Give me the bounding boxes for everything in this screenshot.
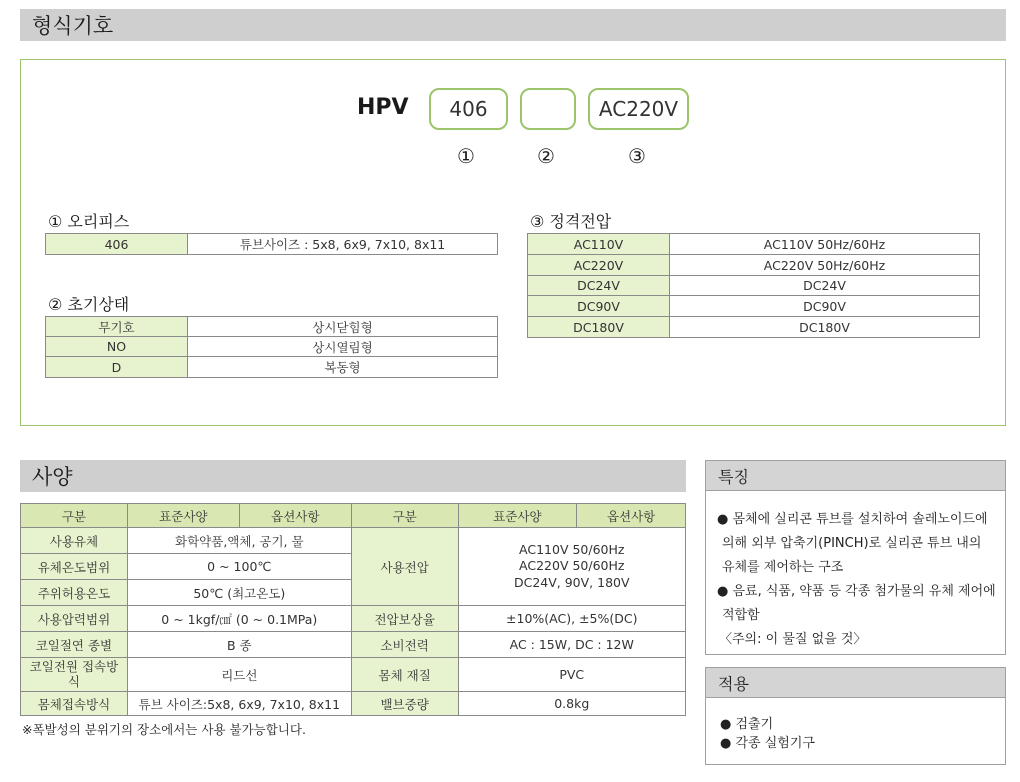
applications-item: ● 각종 실험기구 xyxy=(720,736,815,751)
spec-table xyxy=(20,503,686,716)
initial-desc: 상시열림형 xyxy=(188,337,498,357)
features-header xyxy=(706,461,1005,491)
spec-label: 몸체 재질 xyxy=(351,658,458,692)
spec-title: 사양 xyxy=(32,465,73,489)
code-box-voltage: AC220V xyxy=(588,88,689,130)
spec-label: 몸체접속방식 xyxy=(21,692,128,716)
spec-value: 50℃ (최고온도) xyxy=(127,580,351,606)
spec-header-cell: 옵션사항 xyxy=(577,504,686,528)
voltage-code: AC110V xyxy=(528,234,670,255)
voltage-code: DC180V xyxy=(528,317,670,338)
table-row xyxy=(46,337,498,357)
initial-state-table xyxy=(45,316,498,378)
spec-label: 전압보상율 xyxy=(351,606,458,632)
table-row xyxy=(528,276,980,296)
orifice-desc: 튜브사이즈 : 5x8, 6x9, 7x10, 8x11 xyxy=(188,234,498,255)
spec-header-row xyxy=(21,504,686,528)
features-line: 적합함 xyxy=(722,608,760,623)
table-row xyxy=(528,255,980,276)
spec-label: 유체온도범위 xyxy=(21,554,128,580)
voltage-desc: AC110V 50Hz/60Hz xyxy=(670,234,980,255)
spec-value: PVC xyxy=(458,658,685,692)
marker-1: ① xyxy=(457,144,475,168)
spec-header-cell: 표준사양 xyxy=(458,504,577,528)
code-box-initial-state xyxy=(520,88,576,130)
spec-voltage-line: AC220V 50/60Hz xyxy=(519,558,625,574)
spec-value: 0.8kg xyxy=(458,692,685,716)
orifice-title: ① 오리피스 xyxy=(48,212,130,231)
spec-value: 튜브 사이즈:5x8, 6x9, 7x10, 8x11 xyxy=(127,692,351,716)
features-line: ● 몸체에 실리콘 튜브를 설치하여 솔레노이드에 xyxy=(717,512,988,527)
spec-value: ±10%(AC), ±5%(DC) xyxy=(458,606,685,632)
spec-label: 사용압력범위 xyxy=(21,606,128,632)
spec-value: 0 ~ 1kgf/㎠ (0 ~ 0.1MPa) xyxy=(127,606,351,632)
initial-desc: 복동형 xyxy=(188,357,498,378)
initial-code: NO xyxy=(46,337,188,357)
spec-value: B 종 xyxy=(127,632,351,658)
orifice-code: 406 xyxy=(46,234,188,255)
spec-label xyxy=(21,658,128,692)
table-row xyxy=(528,296,980,317)
spec-voltage-line: DC24V, 90V, 180V xyxy=(513,574,630,590)
table-row xyxy=(46,317,498,337)
voltage-desc: DC180V xyxy=(670,317,980,338)
marker-2: ② xyxy=(537,144,555,168)
features-line: 〈주의: 이 물질 없을 것〉 xyxy=(719,632,867,647)
features-line: 유체를 제어하는 구조 xyxy=(722,560,844,575)
spec-label: 소비전력 xyxy=(351,632,458,658)
spec-label-text: 코일전원 접속방식 xyxy=(29,659,119,689)
table-row xyxy=(528,317,980,338)
spec-header-cell: 옵션사항 xyxy=(239,504,351,528)
table-row xyxy=(21,632,686,658)
voltage-desc: AC220V 50Hz/60Hz xyxy=(670,255,980,276)
applications-header xyxy=(706,668,1005,698)
table-row xyxy=(528,234,980,255)
voltage-code: DC24V xyxy=(528,276,670,296)
voltage-table xyxy=(527,233,980,338)
marker-3: ③ xyxy=(628,144,646,168)
voltage-desc: DC24V xyxy=(670,276,980,296)
initial-desc: 상시닫힘형 xyxy=(188,317,498,337)
spec-header-cell: 구분 xyxy=(351,504,458,528)
features-line: 의해 외부 압축기(PINCH)로 실리콘 튜브 내의 xyxy=(722,536,982,551)
model-prefix: HPV xyxy=(357,95,409,120)
spec-value: 화학약품,액체, 공기, 물 xyxy=(127,528,351,554)
spec-voltage-line: AC110V 50/60Hz xyxy=(519,542,625,558)
initial-state-title: ② 초기상태 xyxy=(48,295,130,314)
spec-label: 밸브중량 xyxy=(351,692,458,716)
features-line: ● 음료, 식품, 약품 등 각종 첨가물의 유체 제어에 xyxy=(717,584,996,599)
spec-label: 사용유체 xyxy=(21,528,128,554)
safety-note: ※폭발성의 분위기의 장소에서는 사용 불가능합니다. xyxy=(22,722,306,737)
features-title: 특징 xyxy=(718,467,749,486)
features-box xyxy=(705,460,1006,655)
model-code-header xyxy=(20,9,1006,41)
initial-code: 무기호 xyxy=(46,317,188,337)
applications-item: ● 검출기 xyxy=(720,717,774,732)
spec-voltage-values xyxy=(458,528,685,606)
code-box-orifice: 406 xyxy=(429,88,508,130)
orifice-table xyxy=(45,233,498,255)
spec-value: AC : 15W, DC : 12W xyxy=(458,632,685,658)
table-row xyxy=(21,606,686,632)
voltage-title: ③ 정격전압 xyxy=(530,212,612,231)
table-row xyxy=(21,528,686,554)
spec-header-cell: 구분 xyxy=(21,504,128,528)
voltage-code: AC220V xyxy=(528,255,670,276)
spec-value: 0 ~ 100℃ xyxy=(127,554,351,580)
table-row xyxy=(21,658,686,692)
spec-label: 코일절연 종별 xyxy=(21,632,128,658)
voltage-code: DC90V xyxy=(528,296,670,317)
applications-title: 적용 xyxy=(718,674,749,693)
table-row xyxy=(21,692,686,716)
spec-label: 주위허용온도 xyxy=(21,580,128,606)
initial-code: D xyxy=(46,357,188,378)
spec-voltage-label: 사용전압 xyxy=(351,528,458,606)
model-code-title: 형식기호 xyxy=(32,14,114,38)
spec-header xyxy=(20,460,686,492)
voltage-desc: DC90V xyxy=(670,296,980,317)
table-row xyxy=(46,357,498,378)
spec-value: 리드선 xyxy=(127,658,351,692)
table-row xyxy=(46,234,498,255)
applications-box xyxy=(705,667,1006,765)
spec-header-cell: 표준사양 xyxy=(127,504,239,528)
